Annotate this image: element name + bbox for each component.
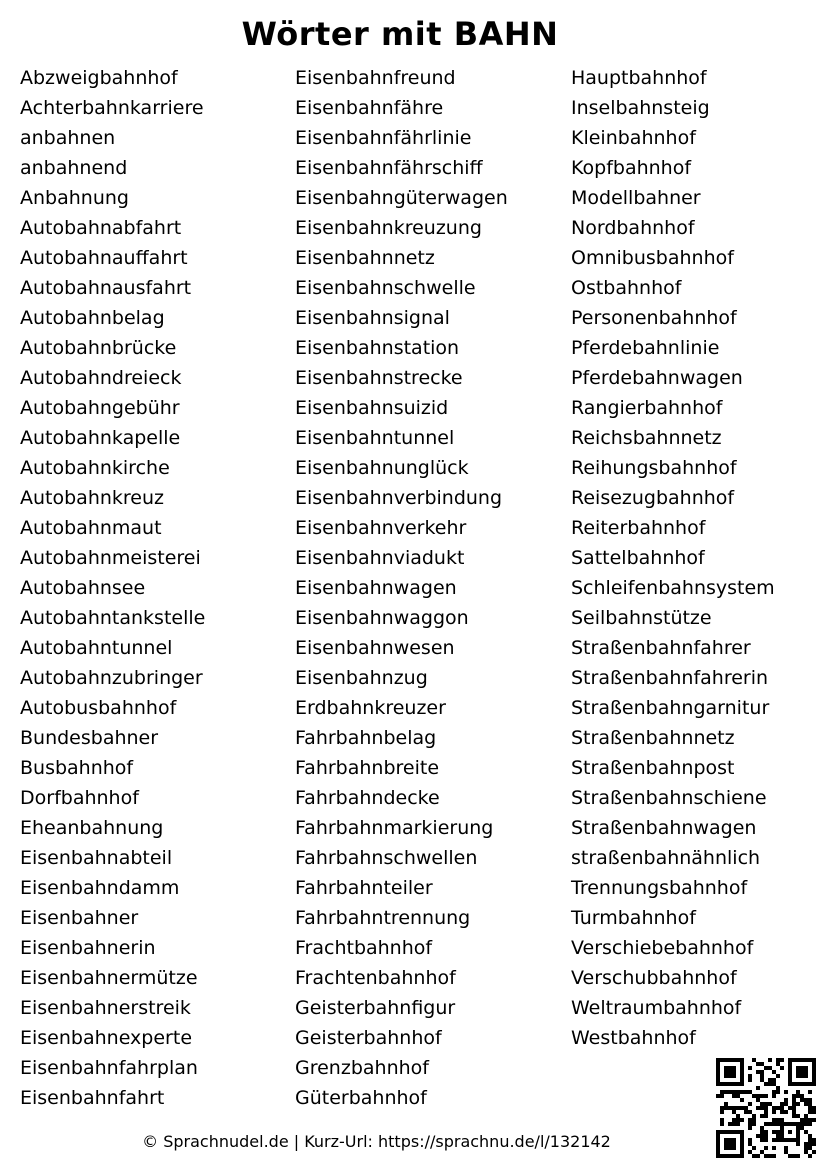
word-item: Eisenbahnschwelle	[295, 277, 476, 299]
word-item: Nordbahnhof	[571, 217, 695, 239]
word-item: Busbahnhof	[20, 757, 134, 779]
word-item: Eisenbahnverbindung	[295, 487, 503, 509]
word-item: Eisenbahntunnel	[295, 427, 455, 449]
word-item: Inselbahnsteig	[571, 97, 710, 119]
word-item: Eisenbahndamm	[20, 877, 180, 899]
word-item: Eisenbahnsignal	[295, 307, 450, 329]
word-item: Omnibusbahnhof	[571, 247, 734, 269]
word-item: Eisenbahnerstreik	[20, 997, 191, 1019]
word-item: Straßenbahnfahrer	[571, 637, 751, 659]
word-item: Kleinbahnhof	[571, 127, 696, 149]
word-item: Autobahnkreuz	[20, 487, 165, 509]
word-item: Autobahngebühr	[20, 397, 180, 419]
page-title: Wörter mit BAHN	[241, 15, 559, 53]
word-item: Autobahnkirche	[20, 457, 170, 479]
word-item: Straßenbahngarnitur	[571, 697, 770, 719]
word-item: Eisenbahnfährschiff	[295, 157, 483, 179]
word-item: Dorfbahnhof	[20, 787, 139, 809]
word-item: Eisenbahnfahrt	[20, 1087, 165, 1109]
word-item: Autobahntunnel	[20, 637, 173, 659]
word-item: Personenbahnhof	[571, 307, 737, 329]
word-item: Anbahnung	[20, 187, 129, 209]
word-item: Eisenbahnsuizid	[295, 397, 449, 419]
word-item: Eisenbahnstation	[295, 337, 460, 359]
word-item: Eisenbahnwagen	[295, 577, 457, 599]
word-item: Reihungsbahnhof	[571, 457, 737, 479]
word-item: Reisezugbahnhof	[571, 487, 735, 509]
word-item: Westbahnhof	[571, 1027, 696, 1049]
word-item: Autobahnausfahrt	[20, 277, 192, 299]
word-item: Eisenbahnwaggon	[295, 607, 469, 629]
word-item: Hauptbahnhof	[571, 67, 707, 89]
word-item: Fahrbahnbreite	[295, 757, 440, 779]
word-item: Bundesbahner	[20, 727, 159, 749]
word-item: Sattelbahnhof	[571, 547, 705, 569]
word-item: Fahrbahnbelag	[295, 727, 437, 749]
word-item: Frachtenbahnhof	[295, 967, 456, 989]
word-item: anbahnend	[20, 157, 128, 179]
word-item: Eheanbahnung	[20, 817, 164, 839]
word-item: Turmbahnhof	[571, 907, 696, 929]
word-item: Eisenbahnnetz	[295, 247, 435, 269]
word-item: Geisterbahnhof	[295, 1027, 442, 1049]
word-item: Straßenbahnpost	[571, 757, 735, 779]
word-item: Kopfbahnhof	[571, 157, 692, 179]
word-item: Autobahntankstelle	[20, 607, 206, 629]
word-item: Eisenbahnfreund	[295, 67, 456, 89]
word-item: Rangierbahnhof	[571, 397, 723, 419]
word-column-3	[571, 63, 775, 1053]
word-item: Eisenbahnzug	[295, 667, 428, 689]
word-item: Modellbahner	[571, 187, 701, 209]
qr-code-icon	[716, 1058, 816, 1158]
word-item: Eisenbahnfahrplan	[20, 1057, 198, 1079]
word-item: Straßenbahnnetz	[571, 727, 735, 749]
word-item: Eisenbahnstrecke	[295, 367, 463, 389]
word-item: Eisenbahnabteil	[20, 847, 173, 869]
word-item: Geisterbahnfigur	[295, 997, 456, 1019]
word-item: Autobahndreieck	[20, 367, 182, 389]
word-item: Autobahnbelag	[20, 307, 165, 329]
word-item: Fahrbahnteiler	[295, 877, 433, 899]
word-item: Fahrbahnschwellen	[295, 847, 478, 869]
word-item: Fahrbahnmarkierung	[295, 817, 494, 839]
word-item: anbahnen	[20, 127, 116, 149]
footer-credit: © Sprachnudel.de | Kurz-Url: https://sprachnu.de/l/132142	[142, 1132, 611, 1151]
word-item: Eisenbahnunglück	[295, 457, 469, 479]
word-item: Weltraumbahnhof	[571, 997, 742, 1019]
word-item: Eisenbahnverkehr	[295, 517, 467, 539]
word-item: Eisenbahnerin	[20, 937, 156, 959]
word-item: Pferdebahnwagen	[571, 367, 743, 389]
word-item: Straßenbahnfahrerin	[571, 667, 769, 689]
word-item: Eisenbahnviadukt	[295, 547, 465, 569]
word-item: Fahrbahndecke	[295, 787, 440, 809]
word-item: Reiterbahnhof	[571, 517, 706, 539]
word-item: Eisenbahnwesen	[295, 637, 455, 659]
word-item: Achterbahnkarriere	[20, 97, 204, 119]
word-item: Autobahnauffahrt	[20, 247, 188, 269]
word-item: Autobahnmaut	[20, 517, 162, 539]
word-item: Eisenbahner	[20, 907, 139, 929]
word-item: Eisenbahnermütze	[20, 967, 198, 989]
word-item: Eisenbahnfährlinie	[295, 127, 472, 149]
word-item: straßenbahnähnlich	[571, 847, 761, 869]
word-item: Reichsbahnnetz	[571, 427, 722, 449]
word-item: Eisenbahnfähre	[295, 97, 444, 119]
word-item: Autobahnabfahrt	[20, 217, 182, 239]
word-item: Güterbahnhof	[295, 1087, 427, 1109]
word-item: Verschiebebahnhof	[571, 937, 754, 959]
word-item: Eisenbahnkreuzung	[295, 217, 482, 239]
word-item: Trennungsbahnhof	[571, 877, 748, 899]
word-item: Abzweigbahnhof	[20, 67, 178, 89]
word-item: Schleifenbahnsystem	[571, 577, 775, 599]
word-column-2	[295, 63, 508, 1113]
word-item: Fahrbahntrennung	[295, 907, 471, 929]
word-item: Autobahnsee	[20, 577, 146, 599]
word-item: Pferdebahnlinie	[571, 337, 720, 359]
word-column-1	[20, 63, 205, 1113]
word-item: Seilbahnstütze	[571, 607, 712, 629]
word-item: Erdbahnkreuzer	[295, 697, 446, 719]
word-item: Ostbahnhof	[571, 277, 682, 299]
word-item: Frachtbahnhof	[295, 937, 433, 959]
word-item: Autobahnkapelle	[20, 427, 181, 449]
word-item: Straßenbahnwagen	[571, 817, 757, 839]
word-item: Straßenbahnschiene	[571, 787, 767, 809]
word-item: Eisenbahngüterwagen	[295, 187, 508, 209]
word-item: Autobahnzubringer	[20, 667, 203, 689]
word-item: Autobahnmeisterei	[20, 547, 201, 569]
word-item: Verschubbahnhof	[571, 967, 737, 989]
word-item: Eisenbahnexperte	[20, 1027, 193, 1049]
word-item: Autobahnbrücke	[20, 337, 177, 359]
word-item: Grenzbahnhof	[295, 1057, 429, 1079]
word-item: Autobusbahnhof	[20, 697, 177, 719]
